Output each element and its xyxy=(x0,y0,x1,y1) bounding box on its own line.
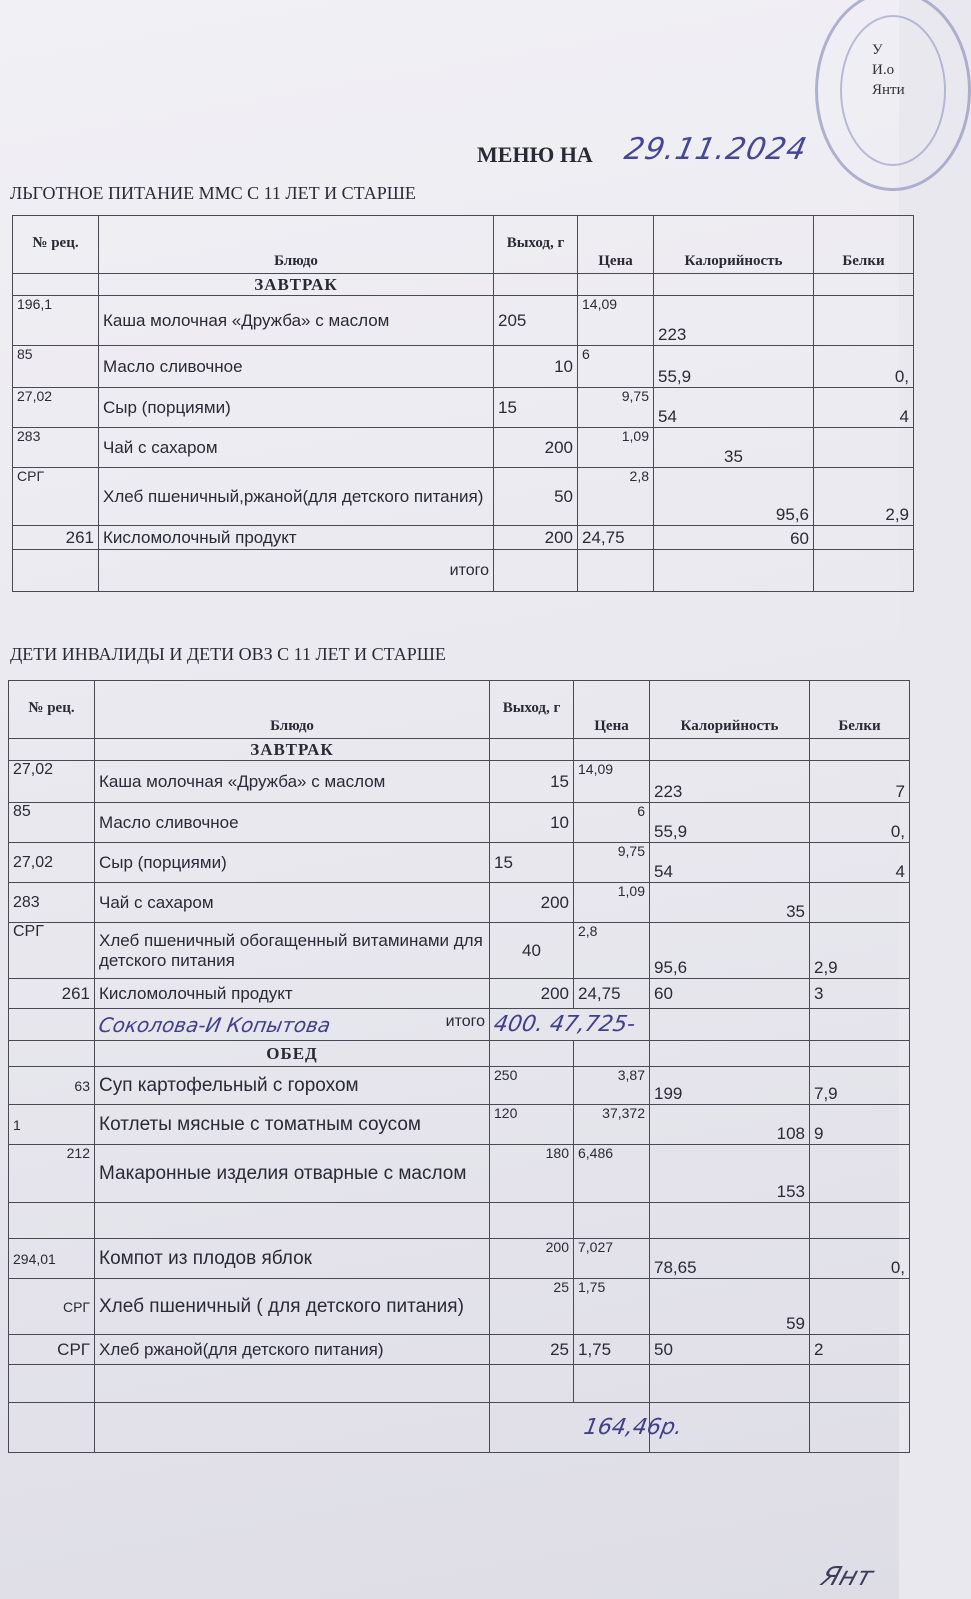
dish-kcal: 153 xyxy=(650,1145,810,1203)
dish-protein xyxy=(814,296,914,346)
dish-kcal: 78,65 xyxy=(650,1239,810,1279)
rec-number: 212 xyxy=(9,1145,95,1203)
dish-kcal: 60 xyxy=(654,526,814,550)
col-price: Цена xyxy=(574,681,650,739)
dish-kcal: 60 xyxy=(650,979,810,1009)
total-label: итого xyxy=(445,1012,485,1030)
dish-protein xyxy=(810,883,910,923)
dish-name: Хлеб ржаной(для детского питания) xyxy=(95,1335,490,1365)
col-kcal: Калорийность xyxy=(654,216,814,274)
menu-date-handwritten: 29.11.2024 xyxy=(621,132,811,167)
header-row xyxy=(9,681,910,739)
header-row xyxy=(13,216,914,274)
dish-protein: 0, xyxy=(810,1239,910,1279)
handwritten-signatures: Соколова-И Копытова xyxy=(96,1012,333,1037)
dish-protein: 2,9 xyxy=(810,923,910,979)
table-row xyxy=(9,761,910,803)
dish-price: 1,09 xyxy=(574,883,650,923)
table-row xyxy=(9,1279,910,1335)
dish-output: 15 xyxy=(494,388,578,428)
section1-table xyxy=(12,215,914,592)
rec-number: 294,01 xyxy=(9,1239,95,1279)
table-row xyxy=(13,468,914,526)
rec-number: СРГ xyxy=(9,1279,95,1335)
dish-name: Макаронные изделия отварные с маслом xyxy=(95,1145,490,1203)
dish-protein: 4 xyxy=(814,388,914,428)
dish-price: 24,75 xyxy=(578,526,654,550)
dish-price: 24,75 xyxy=(574,979,650,1009)
dish-kcal: 54 xyxy=(650,843,810,883)
dish-kcal: 55,9 xyxy=(650,803,810,843)
dish-name: Масло сливочное xyxy=(95,803,490,843)
dish-name: Кисломолочный продукт xyxy=(95,979,490,1009)
dish-output: 200 xyxy=(494,526,578,550)
dish-name: Чай с сахаром xyxy=(95,883,490,923)
approval-line-1: У xyxy=(872,42,883,58)
dish-output: 250 xyxy=(490,1067,574,1105)
dish-output xyxy=(490,1203,574,1239)
dish-name: Чай с сахаром xyxy=(99,428,494,468)
dish-price: 37,372 xyxy=(574,1105,650,1145)
dish-name: Хлеб пшеничный,ржаной(для детского питания) xyxy=(99,468,494,526)
table-row xyxy=(9,979,910,1009)
dish-kcal: 59 xyxy=(650,1279,810,1335)
dish-name: Масло сливочное xyxy=(99,346,494,388)
table-row xyxy=(13,296,914,346)
handwritten-signature: Янт xyxy=(817,1562,878,1592)
dish-price: 1,75 xyxy=(574,1279,650,1335)
total-row xyxy=(9,1403,910,1453)
rec-number: 283 xyxy=(9,883,95,923)
dish-output: 25 xyxy=(490,1335,574,1365)
table-row xyxy=(9,1335,910,1365)
rec-number: 27,02 xyxy=(9,761,95,803)
dish-name: Хлеб пшеничный ( для детского питания) xyxy=(95,1279,490,1335)
dish-protein: 0, xyxy=(814,346,914,388)
col-rec: № рец. xyxy=(13,216,99,274)
dish-price: 2,8 xyxy=(574,923,650,979)
dish-name: Суп картофельный с горохом xyxy=(95,1067,490,1105)
dish-protein xyxy=(810,1145,910,1203)
dish-protein xyxy=(814,428,914,468)
dish-price: 14,09 xyxy=(578,296,654,346)
menu-title: МЕНЮ НА xyxy=(477,142,593,167)
table-row xyxy=(9,803,910,843)
rec-number: 27,02 xyxy=(9,843,95,883)
dish-output: 200 xyxy=(494,428,578,468)
dish-output: 205 xyxy=(494,296,578,346)
dish-price xyxy=(574,1203,650,1239)
rec-number: СРГ xyxy=(13,468,99,526)
dish-protein: 3 xyxy=(810,979,910,1009)
dish-name: Сыр (порциями) xyxy=(99,388,494,428)
meal-row xyxy=(13,274,914,296)
dish-output: 15 xyxy=(490,843,574,883)
dish-protein: 2,9 xyxy=(814,468,914,526)
dish-output: 40 xyxy=(490,923,574,979)
dish-protein xyxy=(814,526,914,550)
dish-name: Хлеб пшеничный обогащенный витаминами для детского питания xyxy=(95,923,490,979)
col-output: Выход, г xyxy=(490,681,574,739)
dish-protein: 0, xyxy=(810,803,910,843)
dish-protein: 2 xyxy=(810,1335,910,1365)
table-row xyxy=(9,923,910,979)
dish-price: 3,87 xyxy=(574,1067,650,1105)
rec-number: 63 xyxy=(9,1067,95,1105)
table-row xyxy=(13,526,914,550)
total-label: итого xyxy=(99,550,494,592)
table-row xyxy=(9,843,910,883)
rec-number: 27,02 xyxy=(13,388,99,428)
meal-label: ЗАВТРАК xyxy=(99,274,494,296)
col-kcal: Калорийность xyxy=(650,681,810,739)
dish-output: 10 xyxy=(494,346,578,388)
approval-line-2: И.о xyxy=(872,62,895,78)
dish-name: Каша молочная «Дружба» с маслом xyxy=(95,761,490,803)
rec-number: 1 xyxy=(9,1105,95,1145)
dish-price: 1,09 xyxy=(578,428,654,468)
dish-name: Кисломолочный продукт xyxy=(99,526,494,550)
col-dish: Блюдо xyxy=(99,216,494,274)
dish-price: 9,75 xyxy=(574,843,650,883)
dish-kcal: 35 xyxy=(654,428,814,468)
table-row xyxy=(13,428,914,468)
table-row xyxy=(13,388,914,428)
col-protein: Белки xyxy=(814,216,914,274)
handwritten-total-output: 400. xyxy=(491,1012,546,1037)
dish-kcal: 95,6 xyxy=(650,923,810,979)
section2-title: ДЕТИ ИНВАЛИДЫ И ДЕТИ ОВЗ С 11 ЛЕТ И СТАРШЕ xyxy=(10,644,446,664)
dish-kcal: 35 xyxy=(650,883,810,923)
rec-number: 196,1 xyxy=(13,296,99,346)
dish-name: Компот из плодов яблок xyxy=(95,1239,490,1279)
col-protein: Белки xyxy=(810,681,910,739)
dish-output: 200 xyxy=(490,883,574,923)
table-row xyxy=(9,883,910,923)
dish-protein: 4 xyxy=(810,843,910,883)
rec-number: 85 xyxy=(9,803,95,843)
dish-output: 15 xyxy=(490,761,574,803)
rec-number: 261 xyxy=(13,526,99,550)
dish-protein: 7,9 xyxy=(810,1067,910,1105)
table-row xyxy=(9,1239,910,1279)
rec-number: СРГ xyxy=(9,1335,95,1365)
dish-kcal: 108 xyxy=(650,1105,810,1145)
dish-name xyxy=(95,1203,490,1239)
rec-number xyxy=(9,1203,95,1239)
dish-kcal: 54 xyxy=(654,388,814,428)
table-row xyxy=(13,346,914,388)
meal-label: ЗАВТРАК xyxy=(95,739,490,761)
rec-number: 85 xyxy=(13,346,99,388)
rec-number: 283 xyxy=(13,428,99,468)
dish-output: 200 xyxy=(490,1239,574,1279)
dish-name: Котлеты мясные с томатным соусом xyxy=(95,1105,490,1145)
approval-line-3: Янти xyxy=(872,82,905,98)
table-row xyxy=(9,1067,910,1105)
handwritten-total-price: 47,725- xyxy=(547,1012,638,1037)
dish-price: 2,8 xyxy=(578,468,654,526)
col-output: Выход, г xyxy=(494,216,578,274)
dish-output: 200 xyxy=(490,979,574,1009)
dish-kcal: 223 xyxy=(654,296,814,346)
meal-label: ОБЕД xyxy=(95,1041,490,1067)
dish-price: 9,75 xyxy=(578,388,654,428)
dish-kcal xyxy=(650,1203,810,1239)
dish-output: 10 xyxy=(490,803,574,843)
dish-name: Каша молочная «Дружба» с маслом xyxy=(99,296,494,346)
meal-row xyxy=(9,739,910,761)
table-row-empty xyxy=(9,1203,910,1239)
rec-number: 261 xyxy=(9,979,95,1009)
dish-protein: 7 xyxy=(810,761,910,803)
dish-price: 6 xyxy=(574,803,650,843)
meal-row xyxy=(9,1041,910,1067)
dish-output: 50 xyxy=(494,468,578,526)
dish-price: 6,486 xyxy=(574,1145,650,1203)
total-cell xyxy=(95,1009,490,1041)
col-price: Цена xyxy=(578,216,654,274)
section2-table xyxy=(8,680,910,1453)
handwritten-lunch-total: 164,46р. xyxy=(581,1415,685,1440)
dish-output: 25 xyxy=(490,1279,574,1335)
table-row-empty xyxy=(9,1365,910,1403)
rec-number: СРГ xyxy=(9,923,95,979)
dish-kcal: 50 xyxy=(650,1335,810,1365)
dish-kcal: 199 xyxy=(650,1067,810,1105)
dish-price: 6 xyxy=(578,346,654,388)
total-row xyxy=(13,550,914,592)
total-row xyxy=(9,1009,910,1041)
dish-price: 7,027 xyxy=(574,1239,650,1279)
dish-price: 1,75 xyxy=(574,1335,650,1365)
dish-output: 120 xyxy=(490,1105,574,1145)
dish-protein xyxy=(810,1279,910,1335)
dish-kcal: 223 xyxy=(650,761,810,803)
section1-title: ЛЬГОТНОЕ ПИТАНИЕ ММС С 11 ЛЕТ И СТАРШЕ xyxy=(10,183,416,203)
dish-kcal: 95,6 xyxy=(654,468,814,526)
table-row xyxy=(9,1105,910,1145)
col-dish: Блюдо xyxy=(95,681,490,739)
dish-price: 14,09 xyxy=(574,761,650,803)
dish-protein: 9 xyxy=(810,1105,910,1145)
dish-output: 180 xyxy=(490,1145,574,1203)
col-rec: № рец. xyxy=(9,681,95,739)
dish-kcal: 55,9 xyxy=(654,346,814,388)
table-row xyxy=(9,1145,910,1203)
dish-protein xyxy=(810,1203,910,1239)
handwritten-total xyxy=(492,1012,637,1037)
dish-name: Сыр (порциями) xyxy=(95,843,490,883)
